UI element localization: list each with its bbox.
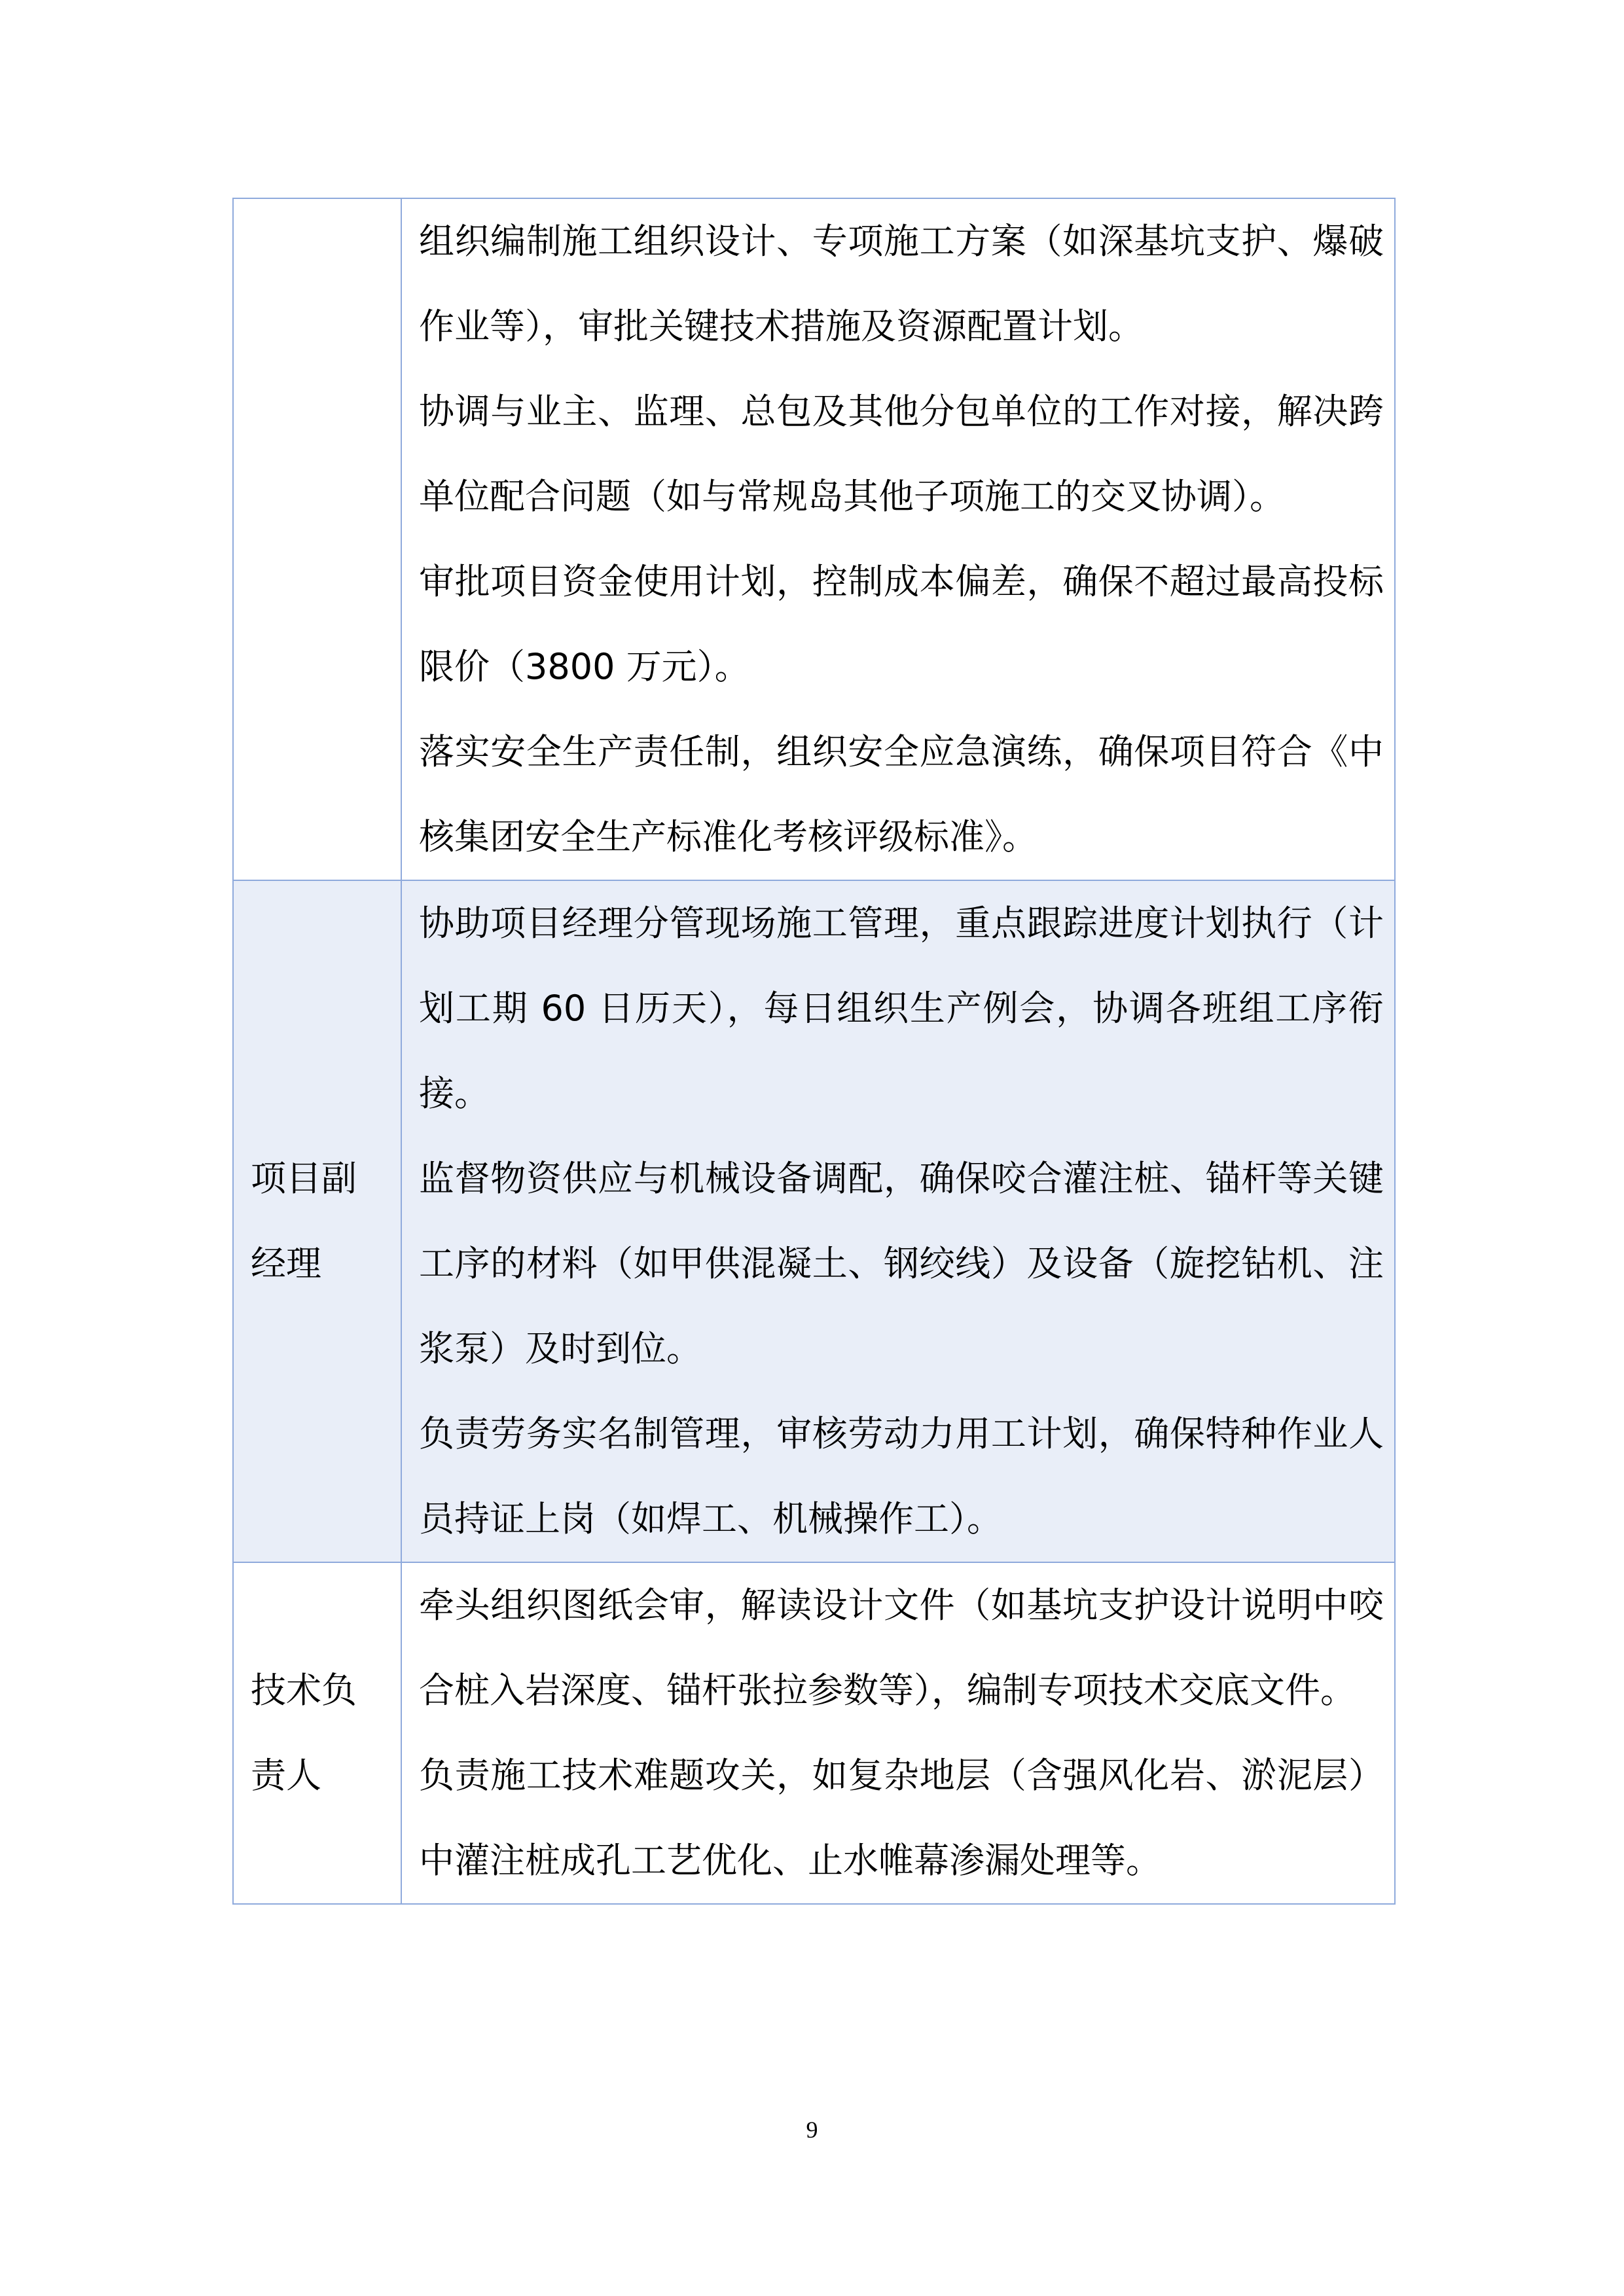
table-row [233, 1562, 1395, 1904]
duty-paragraph: 监督物资供应与机械设备调配，确保咬合灌注桩、锚杆等关键工序的材料（如甲供混凝土、钢绞线）及设备（旋挖钻机、注浆泵）及时到位。 [419, 1158, 1384, 1369]
duty-paragraph: 组织编制施工组织设计、专项施工方案（如深基坑支护、爆破作业等），审批关键技术措施及资源配置计划。 [419, 221, 1384, 347]
table-row [233, 198, 1395, 880]
page-number: 9 [806, 2117, 818, 2143]
role-cell [233, 1562, 401, 1904]
role-label: 技术负责人 [251, 1670, 357, 1796]
duty-paragraph: 审批项目资金使用计划，控制成本偏差，确保不超过最高投标限价（3800 万元）。 [419, 561, 1384, 687]
duty-paragraph: 落实安全生产责任制，组织安全应急演练，确保项目符合《中核集团安全生产标准化考核评级标准》。 [419, 731, 1384, 857]
role-cell [233, 880, 401, 1562]
duty-cell [401, 880, 1395, 1562]
duty-paragraph: 牵头组织图纸会审，解读设计文件（如基坑支护设计说明中咬合桩入岩深度、锚杆张拉参数等），编制专项技术交底文件。 [419, 1585, 1384, 1711]
duty-paragraph: 协助项目经理分管现场施工管理，重点跟踪进度计划执行（计划工期 60 日历天），每日组织生产例会，协调各班组工序衔接。 [419, 903, 1384, 1114]
duty-paragraph: 负责劳务实名制管理，审核劳动力用工计划，确保特种作业人员持证上岗（如焊工、机械操作工）。 [419, 1413, 1384, 1539]
duty-cell [401, 198, 1395, 880]
responsibility-table [232, 198, 1396, 1905]
role-label: 项目副经理 [251, 1158, 357, 1284]
duty-paragraph: 负责施工技术难题攻关，如复杂地层（含强风化岩、淤泥层）中灌注桩成孔工艺优化、止水帷幕渗漏处理等。 [419, 1755, 1384, 1881]
duty-paragraph: 协调与业主、监理、总包及其他分包单位的工作对接，解决跨单位配合问题（如与常规岛其他子项施工的交叉协调）。 [419, 391, 1384, 517]
table-row [233, 880, 1395, 1562]
duty-cell [401, 1562, 1395, 1904]
role-cell [233, 198, 401, 880]
